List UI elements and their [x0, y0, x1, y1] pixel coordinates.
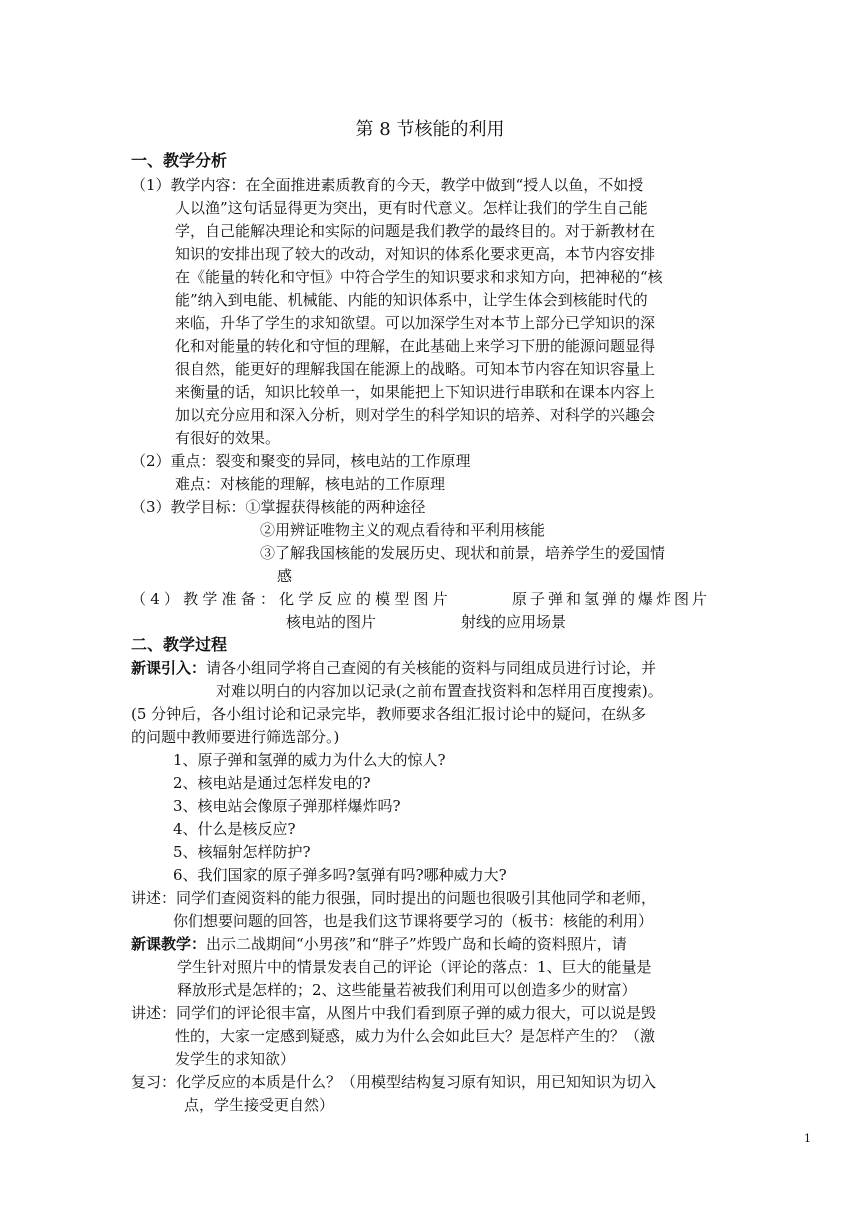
paragraph-line: 加以充分应用和深入分析，则对学生的科学知识的培养、对科学的兴趣会	[175, 406, 656, 424]
explain2-line: 讲述：同学们的评论很丰富，从图片中我们看到原子弹的威力很大，可以说是毁	[131, 1004, 657, 1022]
intro-label: 新课引入：	[131, 659, 207, 677]
explain2-line: 性的，大家一定感到疑惑，威力为什么会如此巨大？是怎样产生的？（激	[175, 1027, 656, 1045]
section-heading-analysis: 一、教学分析	[131, 151, 228, 170]
difficult-points: 难点：对核能的理解，核电站的工作原理	[175, 475, 446, 493]
paragraph-line: 能”纳入到电能、机械能、内能的知识体系中，让学生体会到核能时代的	[175, 291, 648, 309]
teach-line	[131, 933, 627, 955]
prep-2: 原子弹和氢弹的爆炸图片	[512, 590, 711, 608]
paragraph-line: 很自然，能更好的理解我国在能源上的战略。可知本节内容在知识容量上	[175, 360, 656, 378]
explain-line: 你们想要问题的回答，也是我们这节课将要学习的（板书：核能的利用）	[173, 912, 654, 930]
paragraph-line: 学，自己能解决理论和实际的问题是我们教学的最终目的。对于新教材在	[175, 222, 656, 240]
question-item: 4、什么是核反应?	[173, 820, 296, 838]
paragraph-line: 化和对能量的转化和守恒的理解，在此基础上来学习下册的能源问题显得	[175, 337, 656, 355]
page-title: 第 8 节核能的利用	[355, 119, 505, 140]
paragraph-line: 在《能量的转化和守恒》中符合学生的知识要求和求知方向，把神秘的“核	[175, 268, 663, 286]
review-line-2: 点，学生接受更自然）	[184, 1096, 335, 1114]
paragraph-line: 人以渔”这句话显得更为突出，更有时代意义。怎样让我们的学生自己能	[175, 199, 648, 217]
goal-3: ③了解我国核能的发展历史、现状和前景，培养学生的爱国情	[260, 544, 666, 562]
note-line-2: 的问题中教师要进行筛选部分。)	[131, 728, 340, 746]
explain-line: 讲述：同学们查阅资料的能力很强，同时提出的问题也很吸引其他同学和老师，	[131, 889, 657, 907]
intro-line-2: 对难以明白的内容加以记录(之前布置查找资料和怎样用百度搜索)。	[216, 682, 663, 700]
note-line-1: (5 分钟后，各小组讨论和记录完毕，教师要求各组汇报讨论中的疑问，在纵多	[131, 705, 647, 723]
prep-4: 射线的应用场景	[461, 613, 567, 631]
question-item: 1、原子弹和氢弹的威力为什么大的惊人?	[173, 751, 446, 769]
question-item: 6、我们国家的原子弹多吗?氢弹有吗?哪种威力大?	[173, 866, 507, 884]
question-item: 3、核电站会像原子弹那样爆炸吗?	[173, 797, 401, 815]
goal-1: （3）教学目标：①掌握获得核能的两种途径	[131, 498, 426, 516]
teach-label: 新课教学：	[131, 935, 207, 953]
review-line: 复习：化学反应的本质是什么？（用模型结构复习原有知识，用已知知识为切入	[131, 1073, 657, 1091]
paragraph-line: 来衡量的话，知识比较单一，如果能把上下知识进行串联和在课本内容上	[175, 383, 656, 401]
explain2-line: 发学生的求知欲）	[175, 1050, 296, 1068]
teach-line-2: 学生针对照片中的情景发表自己的评论（评论的落点：1、巨大的能量是	[177, 958, 652, 976]
paragraph-line: 来临，升华了学生的求知欲望。可以加深学生对本节上部分已学知识的深	[175, 314, 656, 332]
goal-2: ②用辨证唯物主义的观点看待和平利用核能	[260, 521, 546, 539]
paragraph-line: 知识的安排出现了较大的改动，对知识的体系化要求更高，本节内容安排	[175, 245, 656, 263]
teach-text: 出示二战期间“小男孩”和“胖子”炸毁广岛和长崎的资料照片，请	[206, 935, 627, 953]
prep-1: （4）教学准备：化学反应的模型图片	[131, 590, 452, 608]
key-points: （2）重点：裂变和聚变的异同，核电站的工作原理	[131, 452, 471, 470]
page-number: 1	[804, 1132, 811, 1145]
paragraph-line: 有很好的效果。	[175, 429, 281, 447]
intro-text: 请各小组同学将自己查阅的有关核能的资料与同组成员进行讨论，并	[206, 659, 657, 677]
question-item: 2、核电站是通过怎样发电的?	[173, 774, 371, 792]
intro-line	[131, 657, 656, 679]
question-item: 5、核辐射怎样防护?	[173, 843, 311, 861]
section-heading-process: 二、教学过程	[131, 635, 228, 654]
goal-3-cont: 感	[277, 567, 293, 585]
prep-3: 核电站的图片	[286, 613, 377, 631]
teach-line-3: 释放形式是怎样的；2、这些能量若被我们利用可以创造多少的财富）	[177, 981, 637, 999]
paragraph-line: （1）教学内容：在全面推进素质教育的今天，教学中做到“授人以鱼，不如授	[131, 176, 644, 194]
